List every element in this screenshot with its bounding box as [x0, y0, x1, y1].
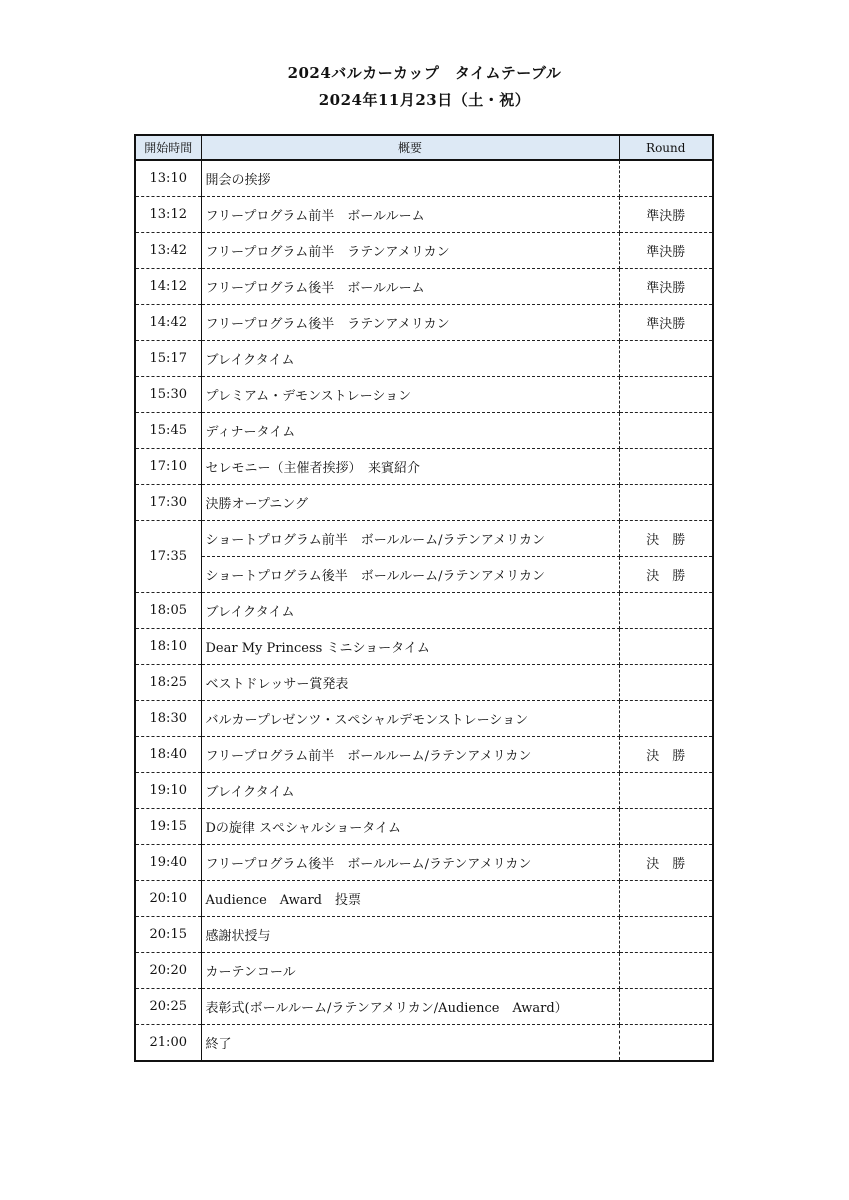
start-time-cell: 19:10 — [135, 773, 201, 809]
summary-cell: フリープログラム後半 ボールルーム/ラテンアメリカン — [201, 845, 619, 881]
summary-cell: ショートプログラム前半 ボールルーム/ラテンアメリカン — [201, 521, 619, 557]
table-row — [135, 881, 713, 917]
round-cell — [619, 160, 713, 197]
start-time-cell: 14:42 — [135, 305, 201, 341]
event-date: 2024年11月23日（土・祝） — [318, 91, 531, 109]
round-cell: 決 勝 — [619, 557, 713, 593]
start-time-cell: 13:12 — [135, 197, 201, 233]
table-row — [135, 413, 713, 449]
timetable-body — [135, 160, 713, 1061]
start-time-cell: 17:35 — [135, 521, 201, 593]
start-time-cell: 20:20 — [135, 953, 201, 989]
start-time-cell: 14:12 — [135, 269, 201, 305]
round-cell — [619, 917, 713, 953]
summary-cell: ブレイクタイム — [201, 593, 619, 629]
summary-cell: バルカープレゼンツ・スペシャルデモンストレーション — [201, 701, 619, 737]
start-time-cell: 13:42 — [135, 233, 201, 269]
round-cell — [619, 1025, 713, 1062]
start-time-cell: 17:30 — [135, 485, 201, 521]
table-row — [135, 809, 713, 845]
timetable — [134, 134, 714, 1062]
start-time-cell: 15:17 — [135, 341, 201, 377]
start-time-cell: 18:30 — [135, 701, 201, 737]
round-cell — [619, 449, 713, 485]
start-time-cell: 18:25 — [135, 665, 201, 701]
round-cell — [619, 377, 713, 413]
summary-cell: 終了 — [201, 1025, 619, 1062]
summary-cell: 表彰式(ボールルーム/ラテンアメリカン/Audience Award） — [201, 989, 619, 1025]
summary-cell: フリープログラム後半 ラテンアメリカン — [201, 305, 619, 341]
start-time-cell: 15:30 — [135, 377, 201, 413]
summary-cell: カーテンコール — [201, 953, 619, 989]
summary-cell: ショートプログラム後半 ボールルーム/ラテンアメリカン — [201, 557, 619, 593]
table-row — [135, 197, 713, 233]
round-cell: 準決勝 — [619, 197, 713, 233]
round-cell — [619, 341, 713, 377]
summary-cell: ブレイクタイム — [201, 773, 619, 809]
table-row — [135, 953, 713, 989]
start-time-cell: 20:15 — [135, 917, 201, 953]
round-cell: 準決勝 — [619, 305, 713, 341]
start-time-cell: 19:40 — [135, 845, 201, 881]
summary-cell: フリープログラム後半 ボールルーム — [201, 269, 619, 305]
round-cell — [619, 701, 713, 737]
round-cell — [619, 809, 713, 845]
column-header-round: Round — [619, 135, 713, 160]
table-row — [135, 989, 713, 1025]
summary-cell: Audience Award 投票 — [201, 881, 619, 917]
start-time-cell: 15:45 — [135, 413, 201, 449]
summary-cell: 決勝オープニング — [201, 485, 619, 521]
summary-cell: プレミアム・デモンストレーション — [201, 377, 619, 413]
table-row — [135, 557, 713, 593]
round-cell — [619, 953, 713, 989]
table-row — [135, 160, 713, 197]
summary-cell: フリープログラム前半 ボールルーム — [201, 197, 619, 233]
page-title: 2024バルカーカップ タイムテーブル — [287, 64, 562, 82]
table-row — [135, 485, 713, 521]
round-cell — [619, 665, 713, 701]
summary-cell: ブレイクタイム — [201, 341, 619, 377]
round-cell: 準決勝 — [619, 233, 713, 269]
round-cell: 決 勝 — [619, 521, 713, 557]
table-row — [135, 917, 713, 953]
start-time-cell: 18:10 — [135, 629, 201, 665]
column-header-start-time: 開始時間 — [135, 135, 201, 160]
round-cell: 準決勝 — [619, 269, 713, 305]
start-time-cell: 13:10 — [135, 160, 201, 197]
start-time-cell: 20:25 — [135, 989, 201, 1025]
table-row — [135, 737, 713, 773]
round-cell — [619, 629, 713, 665]
table-row — [135, 629, 713, 665]
round-cell — [619, 485, 713, 521]
header-row — [135, 135, 713, 160]
summary-cell: Dear My Princess ミニショータイム — [201, 629, 619, 665]
summary-cell: 感謝状授与 — [201, 917, 619, 953]
round-cell — [619, 413, 713, 449]
table-row — [135, 269, 713, 305]
table-row — [135, 341, 713, 377]
round-cell: 決 勝 — [619, 845, 713, 881]
start-time-cell: 17:10 — [135, 449, 201, 485]
table-row — [135, 1025, 713, 1062]
start-time-cell: 20:10 — [135, 881, 201, 917]
summary-cell: セレモニー（主催者挨拶） 来賓紹介 — [201, 449, 619, 485]
round-cell — [619, 593, 713, 629]
table-row — [135, 233, 713, 269]
round-cell — [619, 773, 713, 809]
start-time-cell: 18:05 — [135, 593, 201, 629]
table-row — [135, 773, 713, 809]
table-row — [135, 521, 713, 557]
table-row — [135, 845, 713, 881]
round-cell: 決 勝 — [619, 737, 713, 773]
start-time-cell: 21:00 — [135, 1025, 201, 1062]
summary-cell: 開会の挨拶 — [201, 160, 619, 197]
table-row — [135, 593, 713, 629]
round-cell — [619, 989, 713, 1025]
table-row — [135, 305, 713, 341]
table-row — [135, 377, 713, 413]
summary-cell: フリープログラム前半 ボールルーム/ラテンアメリカン — [201, 737, 619, 773]
start-time-cell: 18:40 — [135, 737, 201, 773]
table-row — [135, 449, 713, 485]
table-row — [135, 665, 713, 701]
summary-cell: Dの旋律 スペシャルショータイム — [201, 809, 619, 845]
summary-cell: ディナータイム — [201, 413, 619, 449]
start-time-cell: 19:15 — [135, 809, 201, 845]
table-row — [135, 701, 713, 737]
round-cell — [619, 881, 713, 917]
summary-cell: ベストドレッサー賞発表 — [201, 665, 619, 701]
column-header-summary: 概要 — [201, 135, 619, 160]
summary-cell: フリープログラム前半 ラテンアメリカン — [201, 233, 619, 269]
